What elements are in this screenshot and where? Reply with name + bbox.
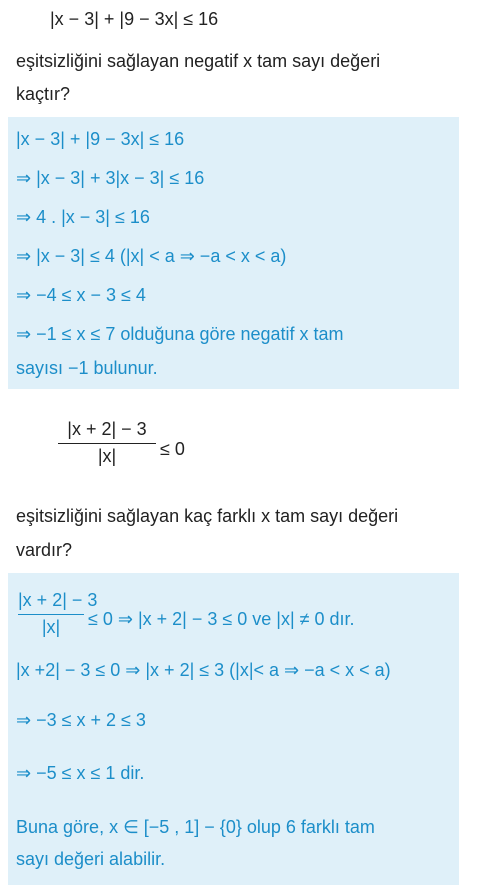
solution2-line: sayı değeri alabilir. [16,849,166,869]
problem2-numerator: |x + 2| − 3 [67,419,147,439]
solution2-fraction [18,590,98,638]
problem2-question-line1: eşitsizliğini sağlayan kaç farklı x tam sayı değeri [16,506,399,526]
solution1-box [8,117,459,389]
problem2-denominator: |x| [97,446,117,466]
problem2-question-line2: vardır? [16,540,73,560]
solution1-line: ⇒ 4 . |x − 3| ≤ 16 [16,207,150,227]
solution1-line: ⇒ −4 ≤ x − 3 ≤ 4 [16,285,146,305]
solution2-line: ≤ 0 ⇒ |x + 2| − 3 ≤ 0 ve |x| ≠ 0 dır. [88,609,355,629]
solution1-line: ⇒ −1 ≤ x ≤ 7 olduğuna göre negatif x tam [16,324,344,344]
solution1-line: |x − 3| + |9 − 3x| ≤ 16 [16,129,185,149]
problem2-rhs: ≤ 0 [160,439,185,459]
fraction-bar [18,614,84,615]
solution1-line: sayısı −1 bulunur. [16,358,158,378]
solution2-line: Buna göre, x ∈ [−5 , 1] − {0} olup 6 farklı tam [16,817,375,837]
solution2-line: ⇒ −5 ≤ x ≤ 1 dir. [16,763,145,783]
solution2-line: ⇒ −3 ≤ x + 2 ≤ 3 [16,710,146,730]
problem1-question-line1: eşitsizliğini sağlayan negatif x tam sayı değeri [16,51,381,71]
solution2-numerator: |x + 2| − 3 [18,590,98,610]
problem1-inequality: |x − 3| + |9 − 3x| ≤ 16 [50,9,219,29]
fraction-bar [58,443,156,444]
solution2-line: |x +2| − 3 ≤ 0 ⇒ |x + 2| ≤ 3 (|x|< a ⇒ −a < x < a) [16,660,391,680]
solution2-denominator: |x| [41,617,61,637]
solution2-box [8,573,459,885]
problem1-question-line2: kaçtır? [16,84,71,104]
problem2-fraction [58,419,156,467]
solution1-line: ⇒ |x − 3| + 3|x − 3| ≤ 16 [16,168,205,188]
solution1-line: ⇒ |x − 3| ≤ 4 (|x| < a ⇒ −a < x < a) [16,246,287,266]
